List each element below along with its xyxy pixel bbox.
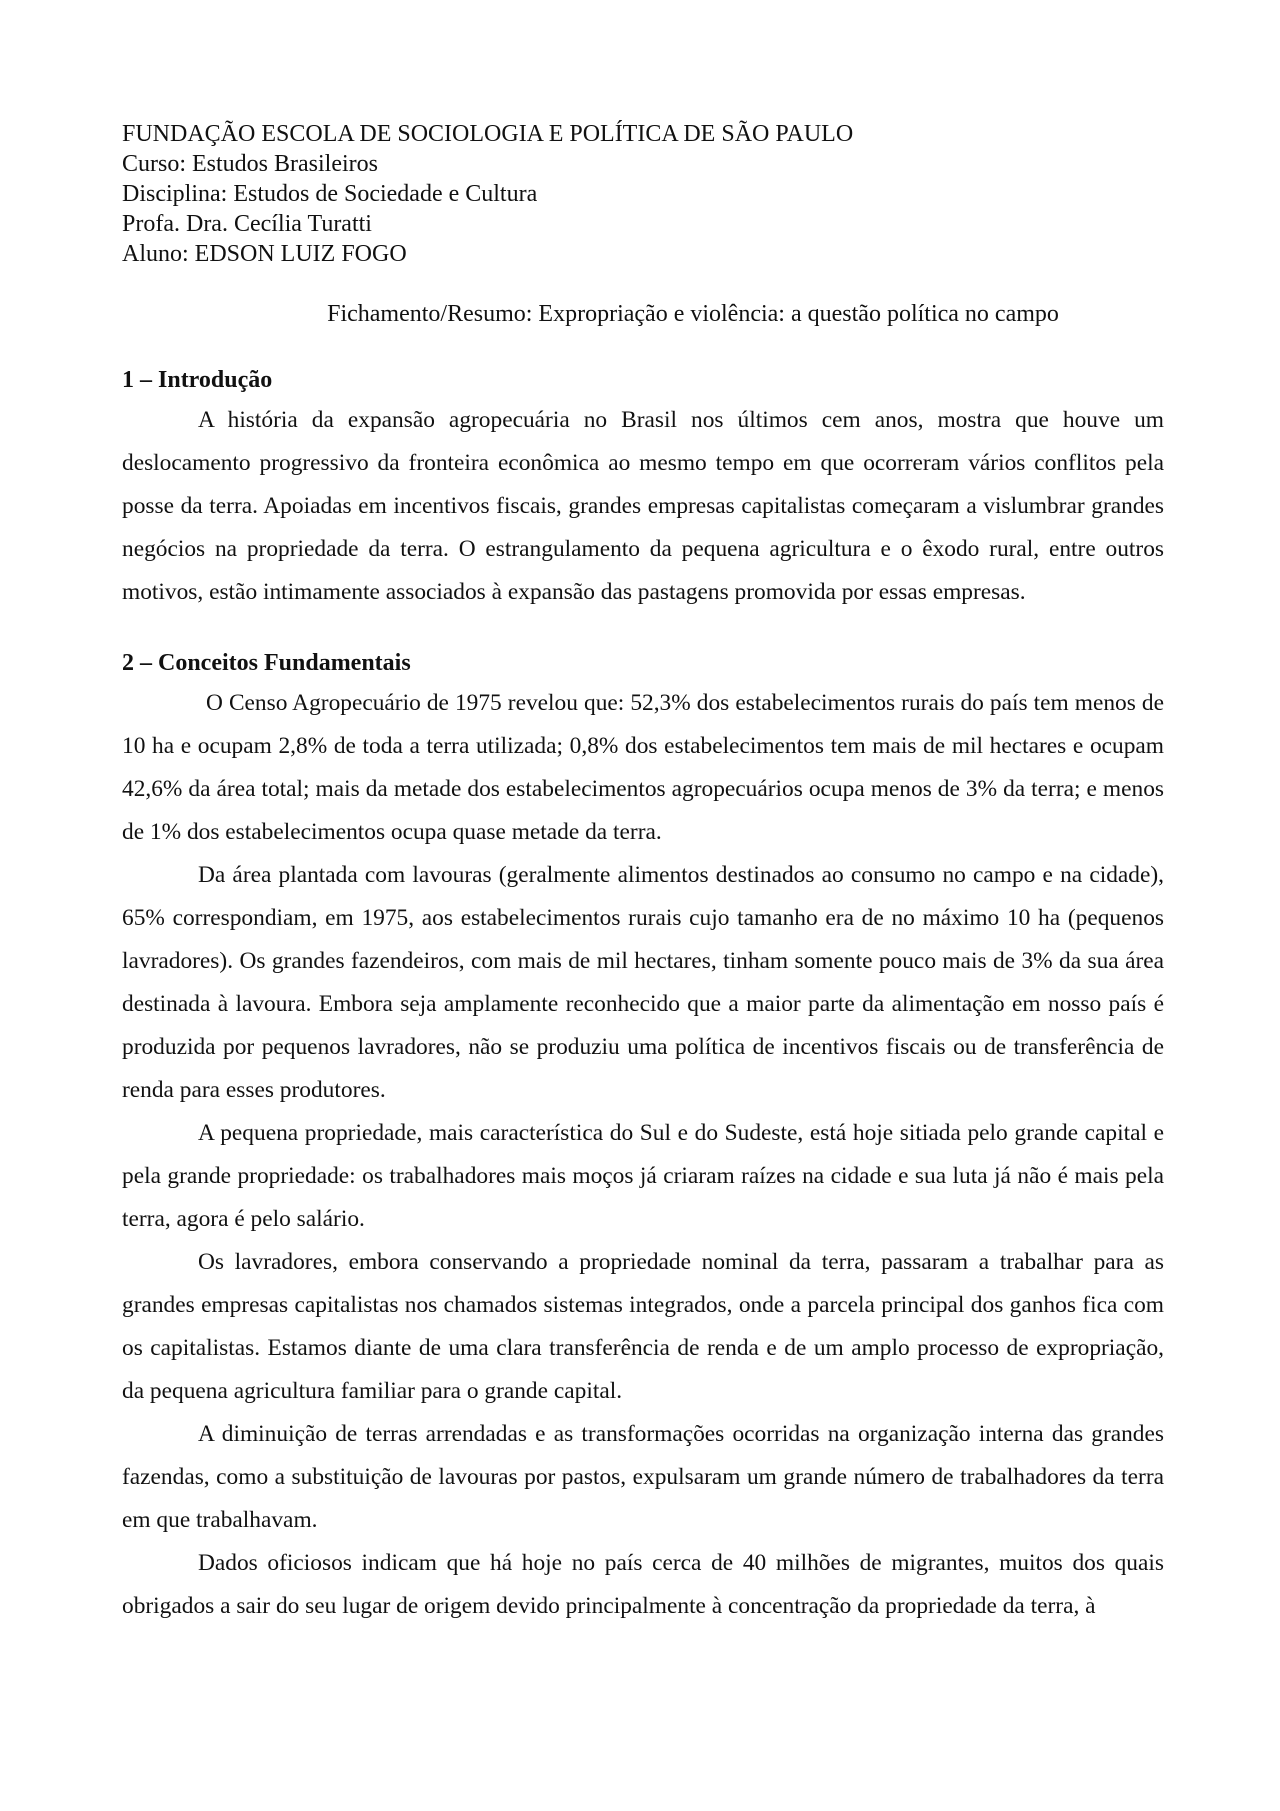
section-heading: 2 – Conceitos Fundamentais (122, 650, 411, 676)
professor-line: Profa. Dra. Cecília Turatti (122, 211, 372, 237)
paragraph: Dados oficiosos indicam que há hoje no país cerca de 40 milhões de migrantes, muitos dos quais obrigados a sair do seu lugar de origem devido principalmente à concentração da propriedade da terra, à (122, 1550, 1164, 1619)
discipline-line: Disciplina: Estudos de Sociedade e Cultura (122, 181, 538, 207)
paragraph: Da área plantada com lavouras (geralmente alimentos destinados ao consumo no campo e na cidade), 65% correspondiam, em 1975, aos estabelecimentos rurais cujo tamanho era de no máximo 10 ha (pequenos lavradores). Os grandes fazendeiros, com mais de mil hectares, tinham somente pouco mais de 3% da sua área destinada à lavoura. Embora seja amplamente reconhecido que a maior parte da alimentação em nosso país é produzida por pequenos lavradores, não se produziu uma política de incentivos fiscais ou de transferência de renda para esses produtores. (122, 862, 1164, 1103)
paragraph: A diminuição de terras arrendadas e as transformações ocorridas na organização interna das grandes fazendas, como a substituição de lavouras por pastos, expulsaram um grande número de trabalhadores da terra em que trabalhavam. (122, 1421, 1164, 1533)
paragraph: Os lavradores, embora conservando a propriedade nominal da terra, passaram a trabalhar para as grandes empresas capitalistas nos chamados sistemas integrados, onde a parcela principal dos ganhos fica com os capitalistas. Estamos diante de uma clara transferência de renda e de um amplo processo de expropriação, da pequena agricultura familiar para o grande capital. (122, 1249, 1164, 1404)
paragraph: O Censo Agropecuário de 1975 revelou que: 52,3% dos estabelecimentos rurais do país tem menos de 10 ha e ocupam 2,8% de toda a terra utilizada; 0,8% dos estabelecimentos tem mais de mil hectares e ocupam 42,6% da área total; mais da metade dos estabelecimentos agropecuários ocupa menos de 3% da terra; e menos de 1% dos estabelecimentos ocupa quase metade da terra. (122, 690, 1164, 845)
institution-name: FUNDAÇÃO ESCOLA DE SOCIOLOGIA E POLÍTICA DE SÃO PAULO (122, 121, 854, 147)
section-heading: 1 – Introdução (122, 367, 273, 393)
document-page (122, 119, 1164, 1628)
course-line: Curso: Estudos Brasileiros (122, 151, 378, 177)
section-introduction (122, 365, 1164, 614)
student-line: Aluno: EDSON LUIZ FOGO (122, 241, 407, 267)
paragraph: A pequena propriedade, mais característica do Sul e do Sudeste, está hoje sitiada pelo grande capital e pela grande propriedade: os trabalhadores mais moços já criaram raízes na cidade e sua luta já não é mais pela terra, agora é pelo salário. (122, 1120, 1164, 1232)
document-title: Fichamento/Resumo: Expropriação e violência: a questão política no campo (327, 301, 1059, 327)
document-header (122, 119, 1164, 269)
section-fundamental-concepts (122, 648, 1164, 1628)
paragraph: A história da expansão agropecuária no Brasil nos últimos cem anos, mostra que houve um deslocamento progressivo da fronteira econômica ao mesmo tempo em que ocorreram vários conflitos pela posse da terra. Apoiadas em incentivos fiscais, grandes empresas capitalistas começaram a vislumbrar grandes negócios na propriedade da terra. O estrangulamento da pequena agricultura e o êxodo rural, entre outros motivos, estão intimamente associados à expansão das pastagens promovida por essas empresas. (122, 407, 1164, 605)
